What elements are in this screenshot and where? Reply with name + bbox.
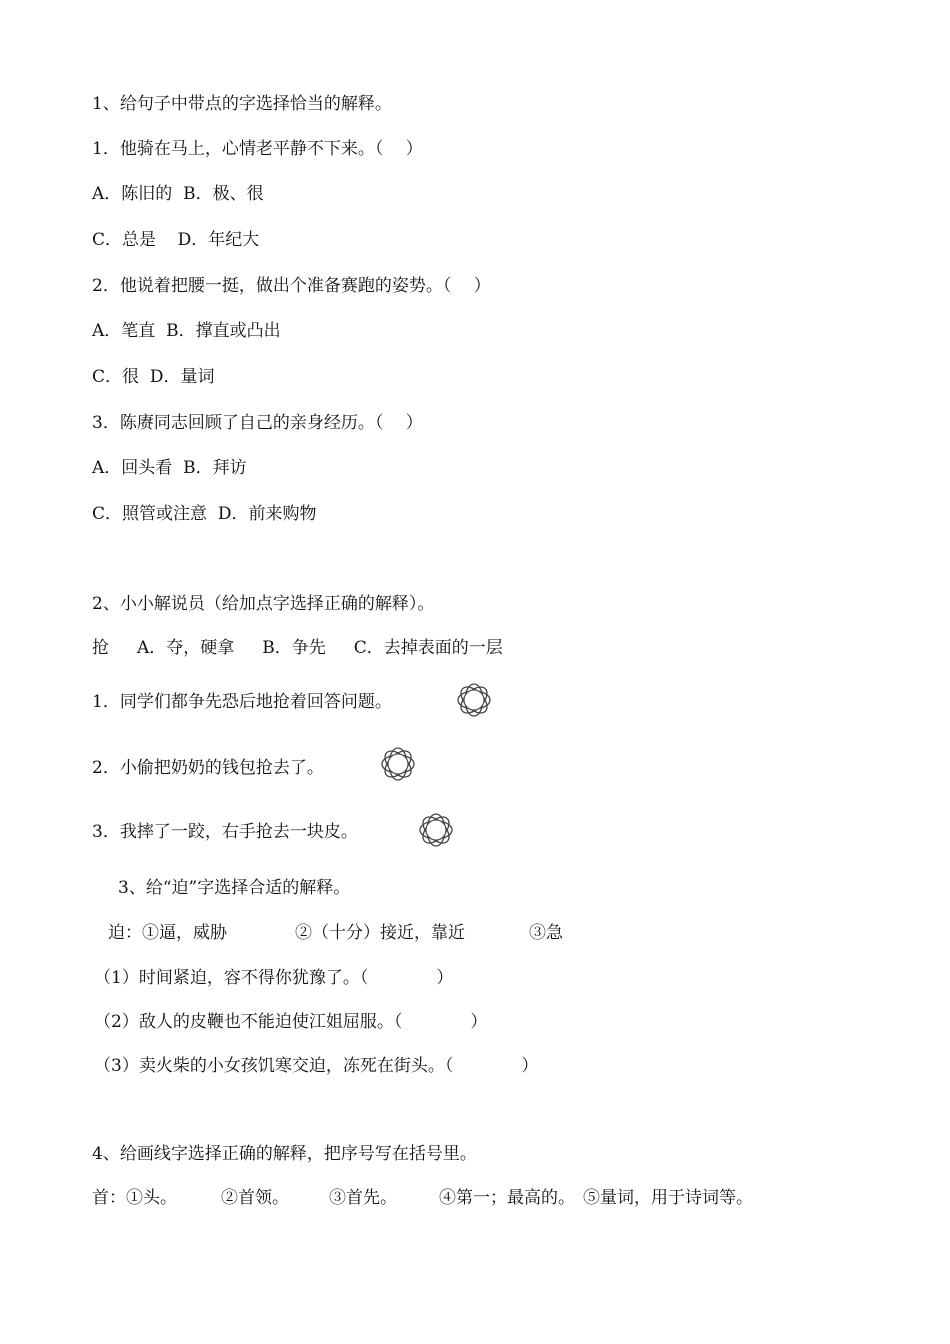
flower-circle-icon[interactable] [378, 744, 418, 784]
s3-meaning-2: ②（十分）接近，靠近 [295, 923, 465, 943]
flower-circle-icon[interactable] [454, 680, 494, 720]
s3-item-2: （2）敌人的皮鞭也不能迫使江姐屈服。（ ） [94, 1012, 488, 1032]
s4-meaning-1: ①头。 [126, 1188, 177, 1208]
s2-options-row [92, 636, 503, 660]
s1-q2-options-cd: C．很 D．量词 [92, 367, 215, 387]
s1-q1-text: 1．他骑在马上，心情老平静不下来。（ ） [92, 139, 423, 159]
s2-option-a: A．夺，硬拿 [137, 638, 235, 658]
s2-option-b: B．争先 [262, 638, 326, 658]
s1-q3-text: 3．陈赓同志回顾了自己的亲身经历。（ ） [92, 413, 423, 433]
s2-item-1: 1．同学们都争先恐后地抢着回答问题。 [92, 692, 392, 712]
section1-heading: 1、给句子中带点的字选择恰当的解释。 [92, 94, 392, 114]
s2-item-3: 3．我摔了一跤，右手抢去一块皮。 [92, 822, 358, 842]
s1-q2-text: 2．他说着把腰一挺，做出个准备赛跑的姿势。（ ） [92, 276, 491, 296]
s1-q3-options-ab: A．回头看 B．拜访 [92, 458, 247, 478]
s2-target-char: 抢 [92, 638, 109, 658]
s3-item-1: （1）时间紧迫，容不得你犹豫了。（ ） [94, 968, 454, 988]
s3-meaning-1: ①逼，威胁 [142, 923, 227, 943]
flower-circle-icon[interactable] [416, 810, 456, 850]
s4-meaning-2: ②首领。 [221, 1188, 289, 1208]
s1-q3-options-cd: C．照管或注意 D．前来购物 [92, 504, 317, 524]
s3-meaning-3: ③急 [529, 923, 563, 943]
s4-meaning-3: ③首先。 [329, 1188, 397, 1208]
s1-q1-options-ab: A．陈旧的 B．极、很 [92, 184, 264, 204]
s3-label: 迫： [108, 923, 142, 943]
section4-heading: 4、给画线字选择正确的解释，把序号写在括号里。 [92, 1144, 477, 1164]
s3-item-3: （3）卖火柴的小女孩饥寒交迫，冻死在街头。（ ） [94, 1056, 539, 1076]
s1-q2-options-ab: A．笔直 B．撑直或凸出 [92, 321, 281, 341]
s4-meanings-row [92, 1186, 753, 1210]
s2-option-c: C．去掉表面的一层 [353, 638, 503, 658]
s4-label: 首： [92, 1188, 126, 1208]
s4-meaning-4: ④第一；最高的。 [439, 1188, 575, 1208]
section3-heading: 3、给“迫”字选择合适的解释。 [118, 878, 351, 898]
s4-meaning-5: ⑤量词，用于诗词等。 [583, 1188, 753, 1208]
section2-heading: 2、小小解说员（给加点字选择正确的解释）。 [92, 594, 435, 614]
s3-meanings-row [108, 921, 563, 945]
s2-item-2: 2．小偷把奶奶的钱包抢去了。 [92, 758, 324, 778]
s1-q1-options-cd: C．总是 D．年纪大 [92, 230, 260, 250]
